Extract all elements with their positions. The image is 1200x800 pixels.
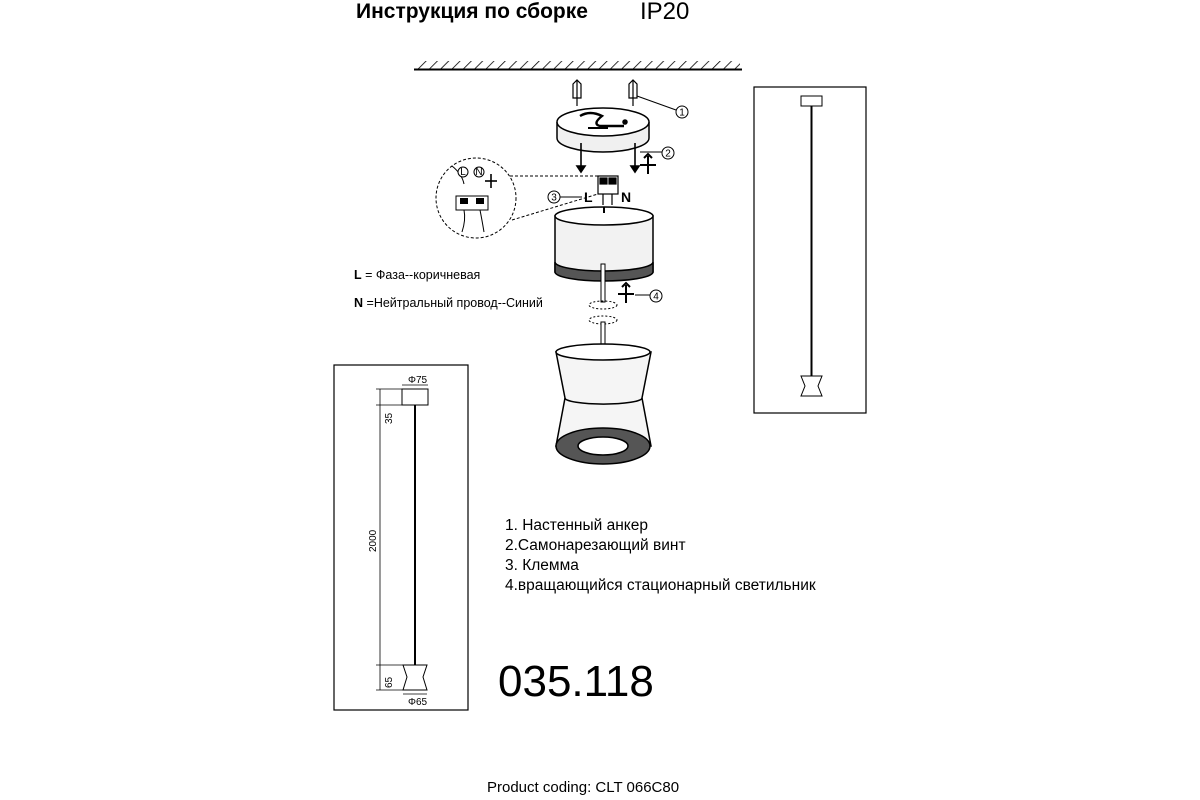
callout-2-label: 2 bbox=[665, 148, 671, 160]
parts-item-anchor: 1. Настенный анкер bbox=[505, 517, 648, 534]
terminal-l-label: L bbox=[584, 189, 593, 205]
callout-1-label: 1 bbox=[679, 107, 685, 119]
dim-bottom-diameter: Φ65 bbox=[408, 697, 428, 708]
legend-l-key: L bbox=[354, 268, 362, 282]
callout-3-label: 3 bbox=[551, 192, 557, 204]
dimension-drawing bbox=[334, 365, 468, 710]
legend-phase bbox=[354, 268, 480, 282]
dim-top-height: 35 bbox=[384, 412, 395, 424]
callout-4-label: 4 bbox=[653, 291, 659, 303]
detail-l-label: L bbox=[460, 167, 466, 178]
parts-item-terminal: 3. Клемма bbox=[505, 557, 579, 574]
dim-bottom-height: 65 bbox=[384, 676, 395, 688]
dim-top-diameter: Φ75 bbox=[408, 375, 428, 386]
terminal-block bbox=[598, 176, 618, 205]
rotate-icon bbox=[618, 283, 634, 303]
page-title: Инструкция по сборке bbox=[356, 0, 588, 23]
detail-n-label: N bbox=[475, 167, 483, 178]
model-number: 035.118 bbox=[498, 657, 654, 706]
pendant-lamp bbox=[556, 344, 651, 464]
parts-item-lamp: 4.вращающийся стационарный светильник bbox=[505, 577, 816, 594]
legend-n-text: =Нейтральный провод--Синий bbox=[366, 296, 543, 310]
screwdriver-icon bbox=[640, 154, 656, 174]
terminal-n-label: N bbox=[621, 189, 632, 205]
dim-cord-length: 2000 bbox=[368, 529, 379, 552]
ceiling bbox=[414, 61, 742, 70]
wall-anchor-icon bbox=[573, 80, 637, 106]
product-coding: Product coding: CLT 066C80 bbox=[487, 779, 680, 796]
legend-neutral bbox=[354, 296, 543, 310]
ip-rating: IP20 bbox=[640, 0, 690, 25]
parts-item-screw: 2.Самонарезающий винт bbox=[505, 537, 686, 554]
legend-l-text: = Фаза--коричневая bbox=[365, 268, 481, 282]
assembled-preview bbox=[754, 87, 866, 413]
legend-n-key: N bbox=[354, 296, 364, 310]
parts-list bbox=[505, 516, 816, 596]
